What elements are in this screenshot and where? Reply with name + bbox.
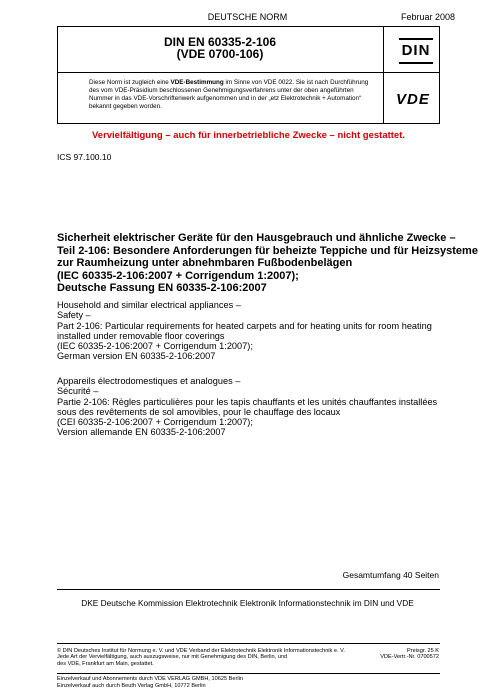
vde-note-bold: VDE-Bestimmung: [170, 79, 224, 86]
distribution-line: Einzelverkauf auch durch Beuth Verlag GmbH, 10772 Berlin: [57, 682, 206, 689]
title-german-line: Sicherheit elektrischer Geräte für den Hausgebrauch und ähnliche Zwecke –: [57, 232, 456, 244]
standard-number: DIN EN 60335-2-106: [163, 35, 277, 49]
ics-code: ICS 97.100.10: [57, 152, 112, 162]
title-english-line: Safety –: [57, 310, 91, 321]
committee-top-rule: [57, 589, 440, 590]
copyright-line: des VDE, Frankfurt am Main, gestattet.: [57, 660, 154, 667]
title-french-line: sous des revêtements de sol amovibles, pour le chauffage des locaux: [57, 406, 341, 417]
reproduction-notice: Vervielfältigung – auch für innerbetriebliche Zwecke – nicht gestattet.: [91, 130, 406, 141]
vde-order-number: VDE-Vertr.-Nr. 0700572: [380, 654, 439, 661]
title-french: [57, 376, 442, 438]
distribution-info: [57, 676, 243, 690]
vde-classification: (VDE 0700-106): [176, 47, 264, 61]
din-logo: [399, 38, 433, 64]
total-pages: Gesamtumfang 40 Seiten: [342, 570, 439, 580]
copyright-line: © DIN Deutsches Institut für Normung e. V. und VDE Verband der Elektrotechnik Elektronik Informationstechnik e. V.: [57, 648, 345, 654]
title-english: [57, 300, 442, 362]
copyright-line: Jede Art der Vervielfältigung, auch auszugsweise, nur mit Genehmigung des DIN, Berlin, und: [57, 654, 288, 661]
din-logo-bottom-bar: [399, 62, 433, 64]
title-french-line: (CEI 60335-2-106:2007 + Corrigendum 1:2007);: [57, 417, 253, 428]
norm-type-header: DEUTSCHE NORM: [207, 12, 288, 22]
publication-date: Februar 2008: [400, 12, 455, 22]
footer-top-rule: [57, 643, 440, 644]
vde-logo: VDE: [396, 91, 430, 108]
title-german-line: zur Raumheizung unter abnehmbaren Fußbodenbelägen: [57, 257, 353, 269]
title-german-line: Teil 2-106: Besondere Anforderungen für beheizte Teppiche und für Heizsysteme: [57, 244, 478, 257]
din-logo-text: DIN: [401, 42, 431, 59]
title-french-line: Appareils électrodomestiques et analogues –: [57, 376, 241, 386]
title-english-line: (IEC 60335-2-106:2007 + Corrigendum 1:2007);: [57, 341, 253, 352]
logo-column-divider: [383, 26, 384, 124]
title-french-line: Sécurité –: [57, 386, 99, 397]
standard-number-block: [57, 36, 383, 60]
title-english-line: installed under removable floor coverings: [57, 330, 225, 341]
title-english-line: Household and similar electrical appliances –: [57, 300, 241, 310]
copyright-notice: [57, 648, 387, 667]
title-french-line: Partie 2-106: Règles particulières pour les tapis chauffants et les unités chauffantes installées: [57, 396, 438, 407]
din-logo-top-bar: [399, 38, 433, 40]
vde-note-part-1: Diese Norm ist zugleich eine: [89, 79, 171, 86]
vde-note: [89, 79, 377, 111]
title-german-line: (IEC 60335-2-106:2007 + Corrigendum 1:2007);: [57, 269, 299, 282]
title-english-line: German version EN 60335-2-106:2007: [57, 351, 216, 362]
title-french-line: Version allemande EN 60335-2-106:2007: [57, 427, 226, 438]
distribution-line: Einzelverkauf und Abonnements durch VDE VERLAG GMBH, 10625 Berlin: [57, 676, 243, 682]
price-group: Preisgr. 25 K: [406, 648, 439, 654]
vde-note-part-3: im Sinne von VDE 0022. Sie ist nach Durchführung des vom VDE-Präsidium beschlossenen Genehmigungsverfahrens unter der oben angeführten Nummer in das VDE-Vorschriftenwerk aufgenommen und in der „etz Elektrotechnik + Automation“ bekannt gegeben worden.: [89, 79, 369, 110]
title-german-line: Deutsche Fassung EN 60335-2-106:2007: [57, 282, 267, 294]
footer-middle-rule: [57, 673, 440, 674]
title-german: [57, 232, 478, 295]
committee-line: DKE Deutsche Kommission Elektrotechnik Elektronik Informationstechnik im DIN und VDE: [81, 598, 414, 608]
price-info: [380, 648, 439, 661]
title-english-line: Part 2-106: Particular requirements for heated carpets and for heating units for room heating: [57, 320, 432, 331]
